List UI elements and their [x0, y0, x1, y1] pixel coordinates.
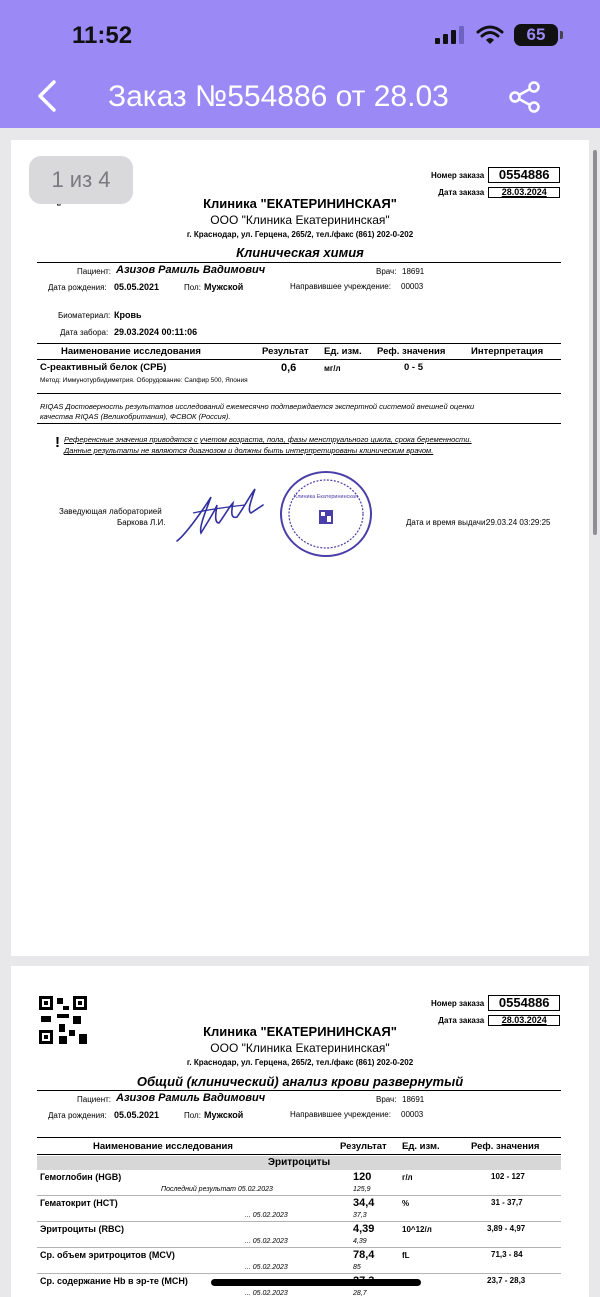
row-0-name: Гемоглобин (HGB) [40, 1172, 122, 1182]
row-separator [37, 1247, 561, 1248]
divider [37, 1090, 561, 1091]
row-0-ref: 102 - 127 [491, 1172, 525, 1181]
row-1-prev-label: ... 05.02.2023 [245, 1212, 288, 1219]
col-result: Результат [262, 346, 309, 357]
referral-value: 00003 [401, 282, 424, 291]
page-indicator: 1 из 4 [29, 156, 133, 204]
row-2-ref: 3,89 - 4,97 [487, 1224, 526, 1233]
share-icon[interactable] [508, 80, 542, 114]
test-result: 0,6 [281, 362, 297, 374]
biomaterial-value: Кровь [114, 310, 142, 320]
status-time: 11:52 [72, 22, 133, 49]
clinic-org: ООО "Клиника Екатерининская" [210, 1041, 390, 1055]
row-1-result: 34,4 [353, 1197, 375, 1209]
biomaterial-label: Биоматериал: [58, 311, 111, 320]
col-test-name: Наименование исследования [61, 346, 201, 357]
notice-line-2: Данные результаты не являются диагнозом и должны быть интерпретированы клиническим врачом. [64, 446, 434, 455]
col-unit: Ед. изм. [324, 346, 362, 357]
divider [37, 393, 561, 394]
order-number-row [431, 168, 560, 182]
row-3-prev-label: ... 05.02.2023 [245, 1264, 288, 1271]
row-4-prev-value: 28,7 [353, 1290, 367, 1297]
back-arrow-icon[interactable] [32, 78, 62, 114]
row-2-prev-value: 4,39 [353, 1238, 367, 1245]
row-3-result: 78,4 [353, 1249, 375, 1261]
order-info [431, 996, 560, 1027]
row-0-prev-value: 125,9 [353, 1186, 371, 1193]
divider [37, 1154, 561, 1155]
clinic-org: ООО "Клиника Екатерининская" [210, 213, 390, 227]
app-header [0, 0, 600, 128]
sex-label: Пол: [184, 283, 201, 292]
divider [37, 1137, 561, 1138]
row-2-unit: 10^12/л [402, 1225, 432, 1234]
referral-label: Направившее учреждение: [290, 1110, 391, 1119]
clinic-name: Клиника "ЕКАТЕРИНИНСКАЯ" [203, 1024, 397, 1039]
col-test-name: Наименование исследования [93, 1141, 233, 1152]
sample-date-label: Дата забора: [60, 328, 109, 337]
col-unit: Ед. изм. [402, 1141, 440, 1152]
patient-label: Пациент: [77, 1095, 112, 1104]
sex-value: Мужской [204, 1110, 244, 1120]
birth-value: 05.05.2021 [114, 1110, 160, 1120]
document-scrollbar[interactable] [593, 150, 597, 535]
doctor-value: 18691 [402, 267, 425, 276]
sex-label: Пол: [184, 1111, 201, 1120]
col-ref: Реф. значения [471, 1141, 540, 1152]
col-ref: Реф. значения [377, 346, 446, 357]
doctor-label: Врач: [376, 1095, 397, 1104]
order-date-label: Дата заказа [438, 1015, 485, 1025]
row-3-ref: 71,3 - 84 [491, 1250, 523, 1259]
issue-date-label: Дата и время выдачи: [406, 518, 488, 527]
divider [37, 423, 561, 424]
page-title: Заказ №554886 от 28.03 [108, 80, 449, 113]
row-2-name: Эритроциты (RBC) [40, 1224, 124, 1234]
battery-icon: 65 [514, 24, 558, 46]
order-number: 0554886 [488, 167, 560, 183]
clinic-header [11, 1024, 589, 1067]
birth-value: 05.05.2021 [114, 282, 160, 292]
row-1-unit: % [402, 1199, 410, 1208]
redaction-bar [211, 1279, 421, 1286]
notice-line-1: Референсные значения приводятся с учетом возраста, пола, фазы менструального цикла, срока беременности. [64, 435, 472, 444]
divider [37, 359, 561, 360]
birth-label: Дата рождения: [48, 1111, 107, 1120]
section-title: Общий (клинический) анализ крови развернутый [136, 1074, 464, 1089]
patient-name: Азизов Рамиль Вадимович [116, 1092, 266, 1104]
row-3-prev-value: 85 [353, 1264, 361, 1271]
row-1-ref: 31 - 37,7 [491, 1198, 523, 1207]
document-page-1 [11, 140, 589, 956]
row-separator [37, 1195, 561, 1196]
row-separator [37, 1273, 561, 1274]
warning-icon: ! [55, 434, 60, 451]
doctor-label: Врач: [376, 267, 397, 276]
row-0-unit: г/л [402, 1173, 413, 1182]
row-1-name: Гематокрит (HCT) [40, 1198, 118, 1208]
referral-label: Направившее учреждение: [290, 282, 391, 291]
row-2-result: 4,39 [353, 1223, 375, 1235]
row-4-ref: 23,7 - 28,3 [487, 1276, 526, 1285]
clinic-name: Клиника "ЕКАТЕРИНИНСКАЯ" [203, 196, 397, 211]
row-4-name: Ср. содержание Hb в эр-те (MCH) [40, 1276, 188, 1286]
test-unit: мг/л [324, 364, 341, 373]
divider [37, 262, 561, 263]
wifi-icon [476, 25, 504, 45]
row-2-prev-label: ... 05.02.2023 [245, 1238, 288, 1245]
patient-label: Пациент: [77, 267, 112, 276]
row-0-result: 120 [353, 1171, 372, 1183]
order-number: 0554886 [488, 995, 560, 1011]
head-lab-name: Баркова Л.И. [117, 518, 166, 527]
order-date: 28.03.2024 [488, 187, 560, 198]
test-method: Метод: Иммунотурбидиметрия. Оборудование: Сапфир 500, Япония [40, 377, 248, 384]
order-info [431, 168, 560, 199]
riqas-line-1: RIQAS Достоверность результатов исследований ежемесячно подтверждается экспертной системой внешней оценки [40, 402, 475, 411]
group-row-erythrocytes: Эритроциты [37, 1156, 561, 1170]
row-4-prev-label: ... 05.02.2023 [245, 1290, 288, 1297]
clinic-stamp [279, 470, 373, 558]
test-ref: 0 - 5 [404, 362, 424, 373]
row-1-prev-value: 37,3 [353, 1212, 367, 1219]
patient-name: Азизов Рамиль Вадимович [116, 264, 266, 276]
referral-value: 00003 [401, 1110, 424, 1119]
sample-date-value: 29.03.2024 00:11:06 [114, 327, 198, 337]
issue-date-value: 29.03.24 03:29:25 [486, 518, 551, 527]
order-number-row [431, 996, 560, 1010]
signature-image [171, 483, 267, 547]
order-number-label: Номер заказа [431, 170, 485, 180]
divider [37, 343, 561, 344]
order-date: 28.03.2024 [488, 1015, 560, 1026]
row-3-unit: fL [402, 1251, 410, 1260]
col-result: Результат [340, 1141, 387, 1152]
stamp-text: Клиника Екатерининская [294, 494, 358, 500]
document-page-2 [11, 966, 589, 1297]
birth-label: Дата рождения: [48, 283, 107, 292]
row-3-name: Ср. объем эритроцитов (MCV) [40, 1250, 175, 1260]
cellular-signal-icon [434, 25, 466, 45]
row-separator [37, 1221, 561, 1222]
clinic-address: г. Краснодар, ул. Герцена, 265/2, тел./факс (861) 202-0-202 [186, 1058, 414, 1067]
doctor-value: 18691 [402, 1095, 425, 1104]
status-icons [434, 24, 558, 46]
riqas-line-2: качества RIQAS (Великобритания), ФСВОК (Россия). [40, 412, 231, 421]
sex-value: Мужской [204, 282, 244, 292]
head-lab-label: Заведующая лабораторией [59, 507, 162, 516]
order-number-label: Номер заказа [431, 998, 485, 1008]
order-date-label: Дата заказа [438, 187, 485, 197]
clinic-address: г. Краснодар, ул. Герцена, 265/2, тел./факс (861) 202-0-202 [186, 230, 414, 239]
row-0-prev-label: Последний результат 05.02.2023 [161, 1186, 273, 1193]
test-name: С-реактивный белок (СРБ) [40, 362, 167, 373]
col-interpretation: Интерпретация [471, 346, 544, 357]
section-title: Клиническая химия [236, 245, 364, 260]
